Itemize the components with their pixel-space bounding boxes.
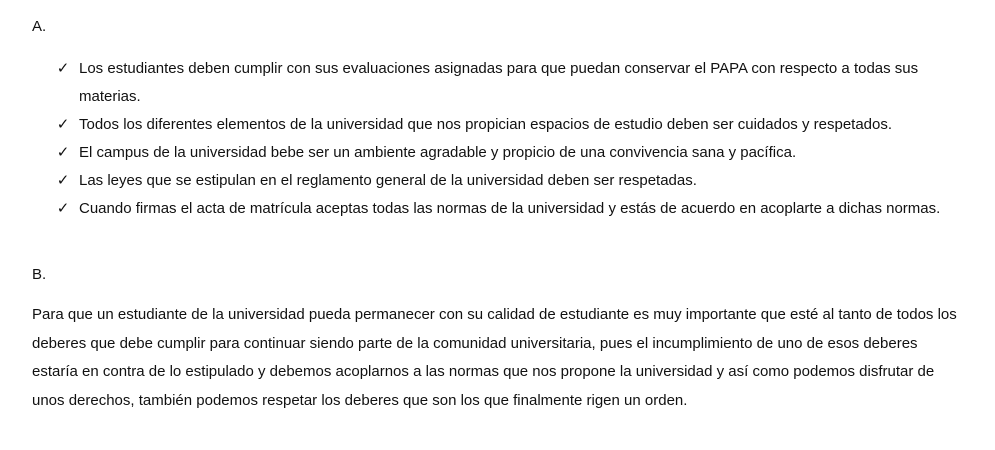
checkmark-icon: ✓ — [56, 172, 70, 189]
checklist-item-text: Las leyes que se estipulan en el reglamento general de la universidad deben ser respetadas. — [79, 172, 697, 189]
checklist — [55, 55, 955, 223]
checklist-item — [55, 195, 955, 223]
section-b-label: B. — [32, 266, 47, 283]
checkmark-icon: ✓ — [56, 116, 70, 133]
section-a-label: A. — [32, 18, 47, 35]
checklist-item-text: El campus de la universidad bebe ser un ambiente agradable y propicio de una convivencia sana y pacífica. — [79, 144, 797, 161]
checklist-item-text: Los estudiantes deben cumplir con sus evaluaciones asignadas para que puedan conservar el PAPA con respecto a todas sus materias. — [79, 60, 919, 105]
checklist-item-text: Todos los diferentes elementos de la universidad que nos propician espacios de estudio deben ser cuidados y respetados. — [79, 116, 893, 133]
checklist-item — [55, 55, 955, 111]
checkmark-icon: ✓ — [56, 144, 70, 161]
checklist-item — [55, 111, 955, 139]
checklist-item — [55, 167, 955, 195]
checkmark-icon: ✓ — [56, 200, 70, 217]
body-paragraph: Para que un estudiante de la universidad pueda permanecer con su calidad de estudiante es muy importante que esté al tanto de todos los deberes que debe cumplir para continuar siendo parte de la comunidad universitaria, pues el incumplimiento de uno de esos deberes estaría en contra de lo estipulado y debemos acoplarnos a las normas que nos propone la universidad y así como podemos disfrutar de unos derechos, también podemos respetar los deberes que son los que finalmente rigen un orden. — [32, 306, 957, 409]
checkmark-icon: ✓ — [56, 60, 70, 77]
checklist-item-text: Cuando firmas el acta de matrícula aceptas todas las normas de la universidad y estás de acuerdo en acoplarte a dichas normas. — [79, 200, 941, 217]
checklist-item — [55, 139, 955, 167]
